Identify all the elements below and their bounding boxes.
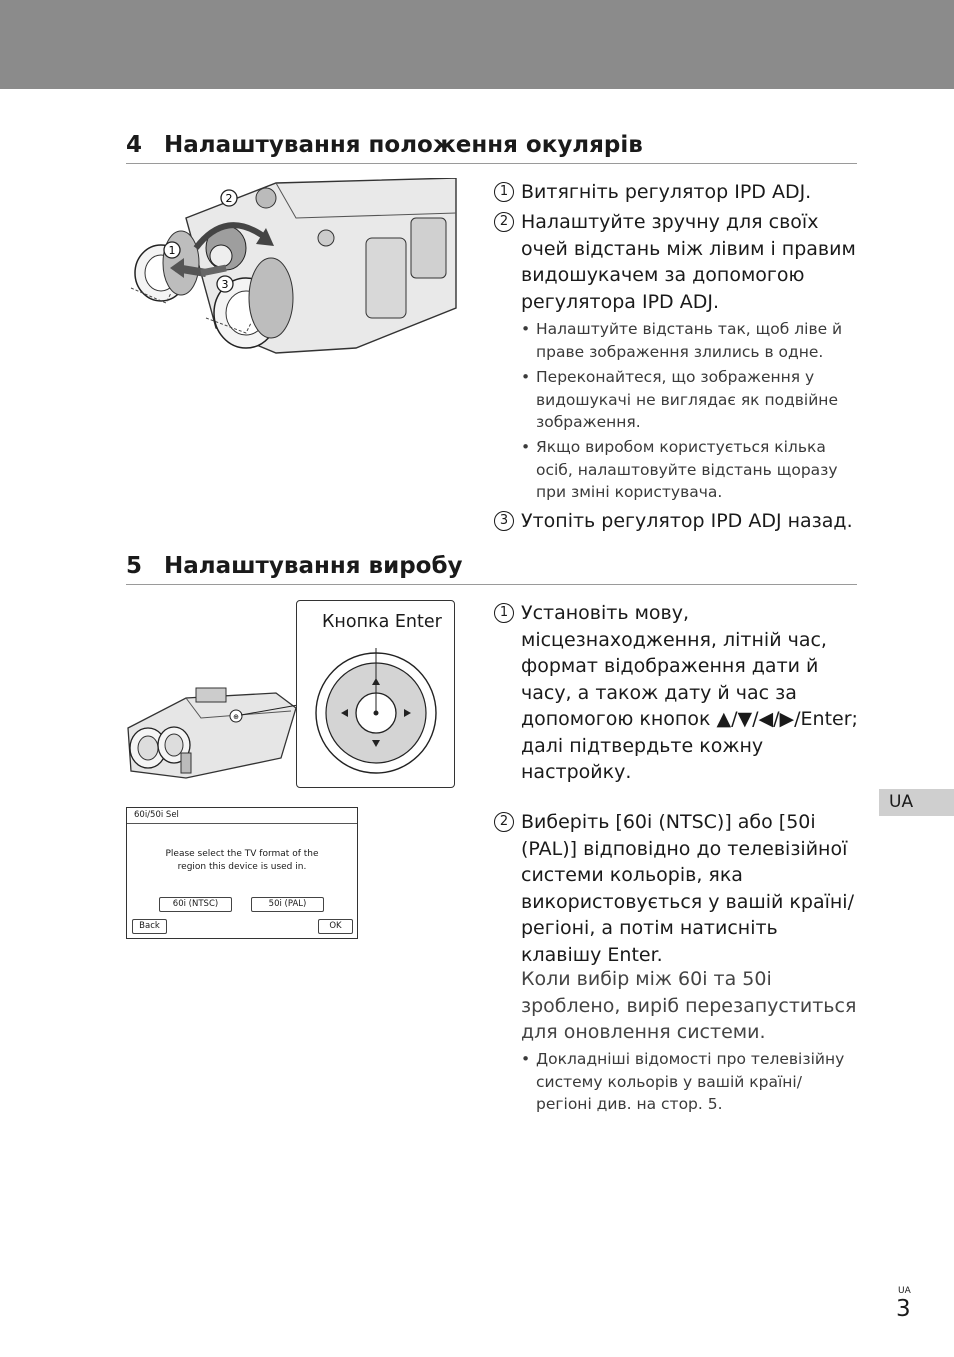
section-5-step-1: 1 Установіть мову, місцезнаходження, літній час, формат відображення дати й часу, а також дату й час за допомогою кнопок ▲/▼/◀/▶/Enter; далі підтвердьте кожну настройку. — [494, 600, 858, 786]
section-5-number: 5 — [126, 553, 143, 579]
eyepiece-adjustment-illustration — [126, 178, 460, 358]
screen-header: 60i/50i Sel — [127, 808, 357, 824]
svg-text:2: 2 — [225, 192, 233, 205]
ok-button[interactable]: OK — [318, 919, 353, 934]
footer-language: UA — [898, 1286, 911, 1296]
language-side-tab: UA — [879, 789, 954, 816]
svg-text:3: 3 — [221, 278, 229, 291]
step-number-3: 3 — [494, 511, 514, 531]
section-4-step-3: 3 Утопіть регулятор IPD ADJ назад. — [494, 508, 858, 535]
back-button[interactable]: Back — [132, 919, 167, 934]
option-60i-button[interactable]: 60i (NTSC) — [159, 897, 232, 912]
section-4-bullet-1: • Налаштуйте відстань так, щоб ліве й праве зображення злились в одне. — [521, 320, 843, 361]
control-pad-icon — [310, 648, 442, 778]
step-number-2: 2 — [494, 212, 514, 232]
section-5-title: Налаштування виробу — [164, 553, 463, 579]
section-5-heading — [126, 553, 857, 585]
enter-button-label: Кнопка Enter — [322, 612, 442, 632]
option-50i-button[interactable]: 50i (PAL) — [251, 897, 324, 912]
section-4-step-1: 1 Витягніть регулятор IPD ADJ. — [494, 179, 858, 206]
section-5-step-2: 2 Виберіть [60i (NTSC)] або [50i (PAL)] відповідно до телевізійної системи кольорів, яка використовується у вашій країні/регіоні, а потім натисніть клавішу Enter. — [494, 809, 858, 968]
section-4-step-2: 2 Налаштуйте зручну для своїх очей відстань між лівим і правим видошукачем за допомогою регулятора IPD ADJ. — [494, 209, 858, 315]
header-band — [0, 0, 954, 89]
section-5-note: Коли вибір між 60i та 50i зроблено, виріб перезапуститься для оновлення системи. — [521, 968, 857, 1043]
svg-text:1: 1 — [168, 244, 176, 257]
section-4-bullet-3: • Якщо виробом користується кілька осіб, налаштовуйте відстань щоразу при зміні користувача. — [521, 438, 838, 501]
section-4-title: Налаштування положення окулярів — [164, 132, 643, 158]
section-4-heading — [126, 132, 857, 164]
svg-text:⊕: ⊕ — [233, 713, 239, 721]
step-number-1: 1 — [494, 603, 514, 623]
format-select-screen — [126, 807, 358, 939]
device-illustration — [126, 683, 302, 783]
section-4-bullet-2: • Переконайтеся, що зображення у видошукачі не виглядає як подвійне зображення. — [521, 368, 838, 431]
step-number-1: 1 — [494, 182, 514, 202]
section-4-number: 4 — [126, 132, 143, 158]
step-number-2: 2 — [494, 812, 514, 832]
page-number: 3 — [896, 1296, 911, 1322]
screen-message: Please select the TV format of the region this device is used in. — [165, 849, 319, 872]
section-5-bullet-1: • Докладніші відомості про телевізійну систему кольорів у вашій країні/регіоні див. на стор. 5. — [521, 1050, 845, 1113]
